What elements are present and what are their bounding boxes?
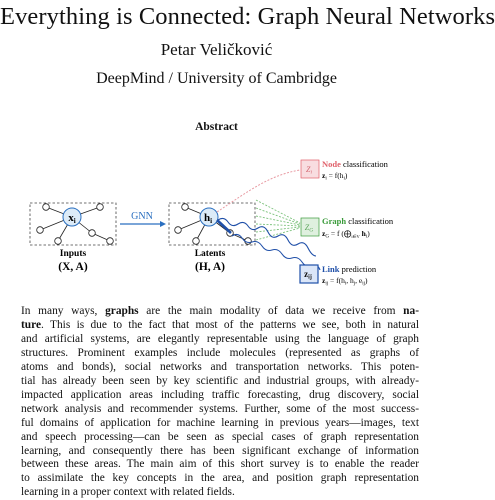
bold-term: graphs xyxy=(105,305,139,317)
link-output-box-label: zij xyxy=(304,269,312,281)
abstract-heading: Abstract xyxy=(195,121,238,133)
affiliation: DeepMind / University of Cambridge xyxy=(96,70,337,87)
graph-task-formula: $z_G = f$ ($⨁_{i\in V}$ $h_i$) xyxy=(322,229,370,240)
link-task-formula: $z_{ij} = f(h_i$, $h_j$, $e_{ij}$) xyxy=(322,276,368,287)
inputs-math: (X, A) xyxy=(58,261,88,273)
node-task-connection xyxy=(217,170,300,212)
node-output-box-label: Zi xyxy=(306,165,312,176)
gnn-arrowhead xyxy=(160,221,166,227)
abstract-line: ture. This is due to the fact that most of the patterns we see, both in natural xyxy=(21,318,419,331)
input-node-xi-label: xi xyxy=(68,212,76,225)
node-task-title: Node classification xyxy=(322,159,388,169)
abstract-line: ful domains of application for machine learning in previous years—images, text xyxy=(21,416,419,429)
abstract-line: structures. Prominent examples include molecules (represented as graphs of xyxy=(21,346,419,359)
latents-math: (H, A) xyxy=(194,261,226,273)
abstract-line: and speech processing—can be seen as special cases of graph representation xyxy=(21,430,419,443)
link-edge-highlight xyxy=(217,220,231,233)
abstract-line: learning in a proper context with related fields. xyxy=(21,486,235,499)
graph-task-title: Graph classification xyxy=(322,216,394,226)
gnn-figure xyxy=(0,140,433,300)
gnn-label: GNN xyxy=(131,211,153,222)
latents-label: Latents xyxy=(194,249,226,259)
abstract-line: to assimilate the key concepts in the area, and position graph representation xyxy=(21,472,419,485)
abstract-line: and artificial systems, are elegantly representable using the language of graph xyxy=(21,332,419,345)
abstract-line: network analysis and recommender systems. Further, some of the most success- xyxy=(21,402,419,415)
author-name: Petar Veličković xyxy=(160,40,273,59)
abstract-body xyxy=(21,305,419,500)
node-task-formula: $z_i = f(h_i)$ xyxy=(322,171,348,182)
bold-term: na- xyxy=(403,305,419,317)
abstract-line: In many ways, graphs are the main modality of data we receive from na- xyxy=(21,305,419,317)
abstract-line: learning, and consequently there has been significant exchange of information xyxy=(21,444,419,457)
latent-node-hi-label: hi xyxy=(203,212,213,225)
graph-task-connections xyxy=(256,200,300,240)
abstract-line: atoms and bonds), social networks and transportation networks. This poten- xyxy=(21,360,419,373)
paper-title: Everything is Connected: Graph Neural Networks xyxy=(0,3,495,30)
abstract-line: impacted application areas including traffic forecasting, drug discovery, social xyxy=(21,388,419,401)
link-task-title: Link prediction xyxy=(322,264,377,274)
graph-output-box-label: ZG xyxy=(304,223,314,234)
inputs-label: Inputs xyxy=(59,249,87,259)
abstract-line: tial has already been seen by key scientific and industrial groups, with already- xyxy=(21,374,419,387)
abstract-line: between these areas. The main aim of this short survey is to enable the reader xyxy=(21,458,419,471)
bold-term: ture xyxy=(21,318,42,331)
